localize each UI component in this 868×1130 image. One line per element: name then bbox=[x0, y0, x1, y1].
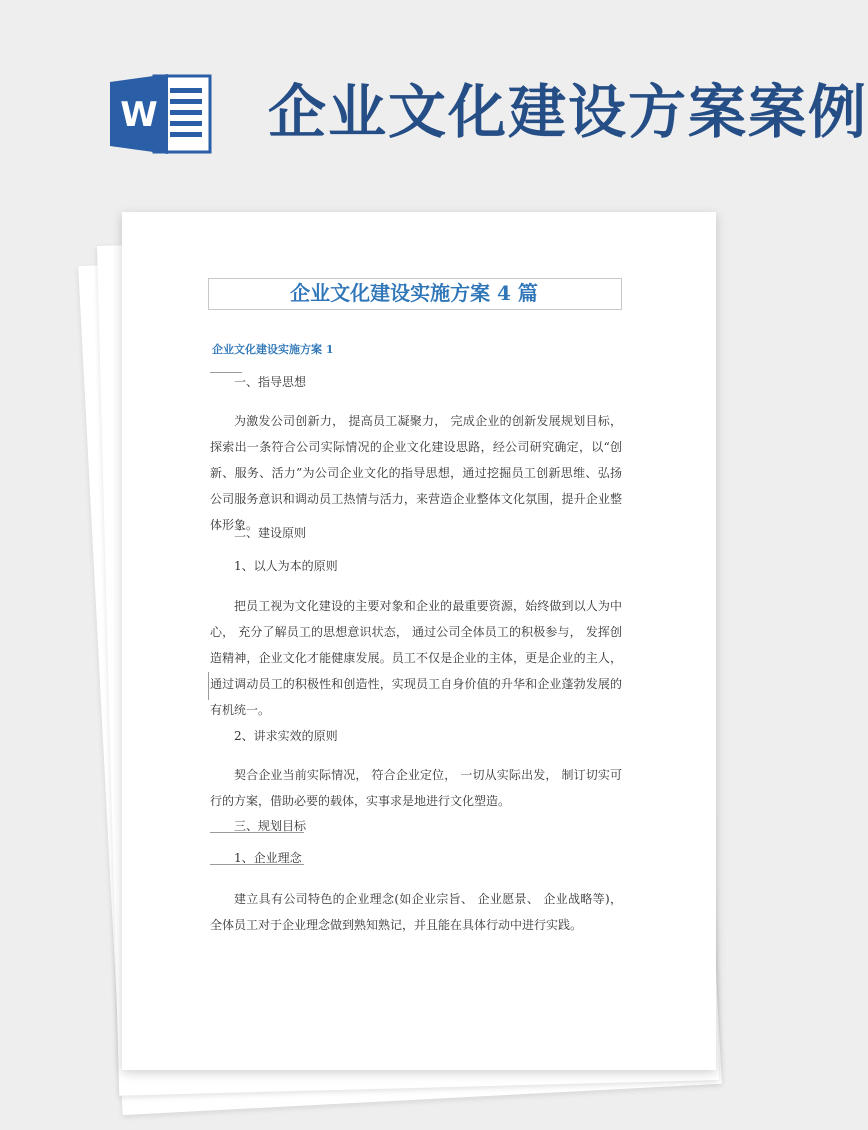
banner-title: 企业文化建设方案案例 bbox=[268, 78, 868, 146]
document-page bbox=[122, 212, 716, 1070]
heading-planning-goals: 三、规划目标 bbox=[234, 819, 307, 833]
margin-bar bbox=[208, 672, 209, 700]
paragraph-enterprise-philosophy: 建立具有公司特色的企业理念(如企业宗旨、 企业愿景、 企业战略等)，全体员工对于企业理念做到熟知熟记，并且能在具体行动中进行实践。 bbox=[210, 892, 622, 932]
word-icon-letter: W bbox=[120, 95, 158, 135]
document-title: 企业文化建设实施方案 4 篇 bbox=[290, 281, 538, 305]
paragraph-people-oriented: 把员工视为文化建设的主要对象和企业的最重要资源，始终做到以人为中心， 充分了解员工的思想意识状态， 通过公司全体员工的积极参与， 发挥创造精神，企业文化才能健康发展。员工不仅是企业的主体，更是企业的主人，通过调动员工的积极性和创造性，实现员工自身价值的升华和企业蓬勃发展的有机统一。 bbox=[210, 599, 622, 717]
heading-guiding-thought: 一、指导思想 bbox=[234, 375, 307, 389]
paragraph-practical-results: 契合企业当前实际情况， 符合企业定位， 一切从实际出发， 制订切实可行的方案，借助必要的载体，实事求是地进行文化塑造。 bbox=[210, 768, 622, 808]
paragraph-guiding-thought: 为激发公司创新力， 提高员工凝聚力， 完成企业的创新发展规划目标， 探索出一条符合公司实际情况的企业文化建设思路，经公司研究确定，以“创新、服务、活力”为公司企业文化的指导思想，通过挖掘员工创新思维、弘扬公司服务意识和调动员工热情与活力，来营造企业整体文化氛围，提升企业整体形象。 bbox=[210, 414, 622, 532]
heading-principles: 二、建设原则 bbox=[234, 526, 307, 540]
subheading-practical-results: 2、讲求实效的原则 bbox=[234, 729, 338, 743]
underline-mark bbox=[210, 372, 242, 373]
subheading-enterprise-philosophy: 1、企业理念 bbox=[234, 851, 302, 865]
section-title: 企业文化建设实施方案 1 bbox=[212, 343, 334, 356]
subheading-people-oriented: 1、以人为本的原则 bbox=[234, 559, 338, 573]
word-document-icon bbox=[108, 74, 212, 154]
